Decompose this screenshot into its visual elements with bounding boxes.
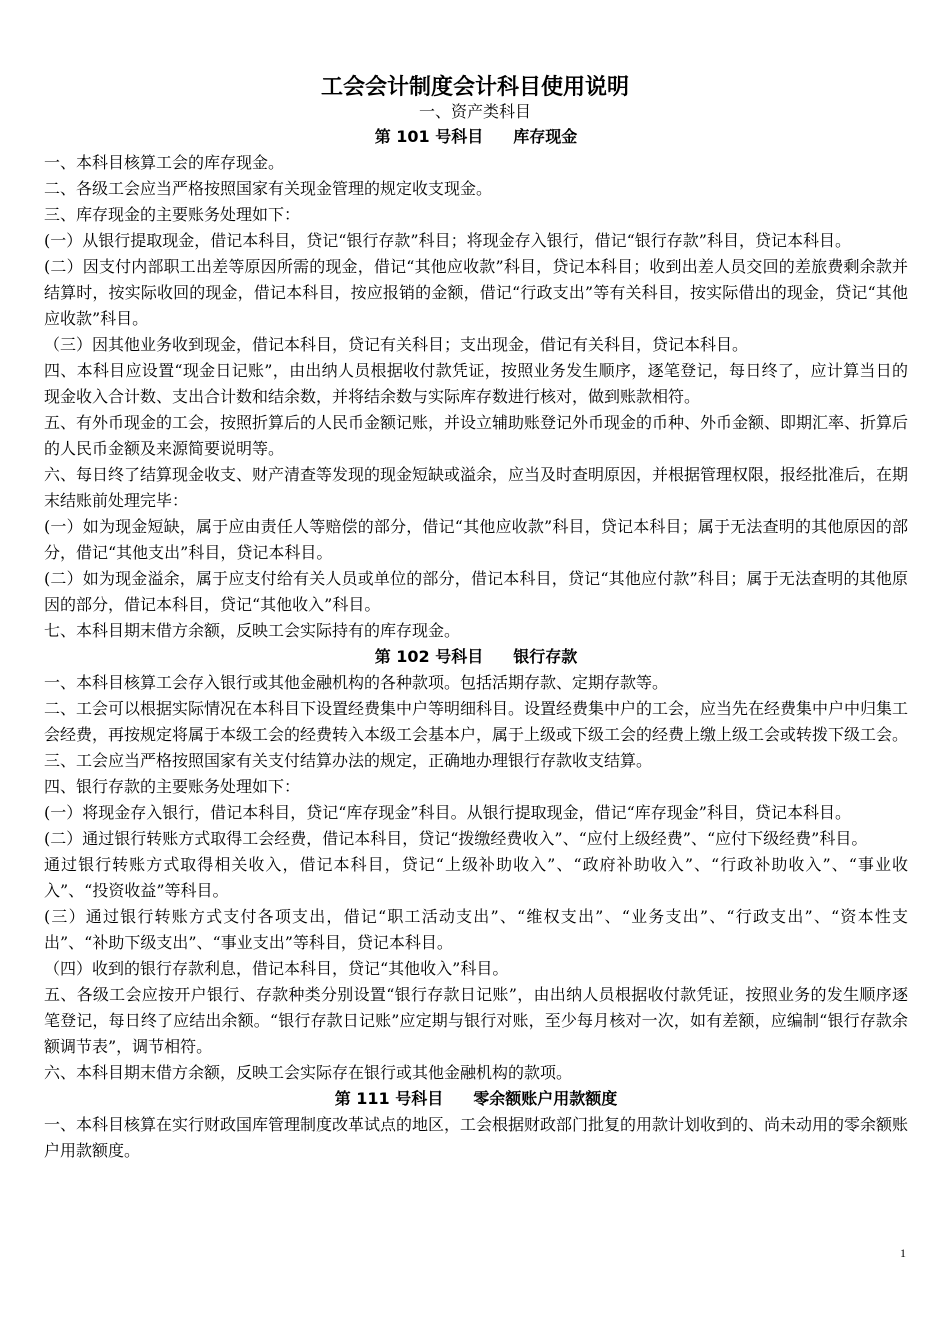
paragraph: （三）因其他业务收到现金，借记本科目，贷记有关科目；支出现金，借记有关科目，贷记本科目。 <box>44 335 749 354</box>
section-code: 第 101 号科目 <box>374 127 484 146</box>
paragraph: (一）从银行提取现金，借记本科目，贷记“银行存款”科目；将现金存入银行，借记“银行存款”科目，贷记本科目。 <box>44 231 851 250</box>
paragraph: 六、每日终了结算现金收支、财产清查等发现的现金短缺或溢余，应当及时查明原因，并根据管理权限，报经批准后，在期末结账前处理完毕： <box>44 465 909 510</box>
paragraph: 三、库存现金的主要账务处理如下： <box>44 205 301 224</box>
paragraph: (一）将现金存入银行，借记本科目，贷记“库存现金”科目。从银行提取现金，借记“库存现金”科目，贷记本科目。 <box>44 803 851 822</box>
paragraph: 四、本科目应设置“现金日记账”，由出纳人员根据收付款凭证，按照业务发生顺序，逐笔登记，每日终了，应计算当日的现金收入合计数、支出合计数和结余数，并将结余数与实际库存数进行核对，做到账款相符。 <box>44 361 908 406</box>
paragraph: (二）因支付内部职工出差等原因所需的现金，借记“其他应收款”科目，贷记本科目；收到出差人员交回的差旅费剩余款并结算时，按实际收回的现金，借记本科目，按应报销的金额，借记“行政支出”等有关科目，按实际借出的现金，贷记“其他应收款”科目。 <box>44 257 908 328</box>
section-heading-102 <box>44 644 908 670</box>
paragraph: 三、工会应当严格按照国家有关支付结算办法的规定，正确地办理银行存款收支结算。 <box>44 751 653 770</box>
paragraph: (三）通过银行转账方式支付各项支出，借记“职工活动支出”、“维权支出”、“业务支出”、“行政支出”、“资本性支出”、“补助下级支出”、“事业支出”等科目，贷记本科目。 <box>44 907 908 952</box>
document-body <box>44 124 908 1164</box>
paragraph: 四、银行存款的主要账务处理如下： <box>44 777 301 796</box>
paragraph: 五、各级工会应按开户银行、存款种类分别设置“银行存款日记账”，由出纳人员根据收付款凭证，按照业务的发生顺序逐笔登记，每日终了应结出余额。“银行存款日记账”应定期与银行对账，至少每月核对一次，如有差额，应编制“银行存款余额调节表”，调节相符。 <box>44 985 908 1056</box>
paragraph: 六、本科目期末借方余额，反映工会实际存在银行或其他金融机构的款项。 <box>44 1063 573 1082</box>
paragraph: 一、本科目核算在实行财政国库管理制度改革试点的地区，工会根据财政部门批复的用款计划收到的、尚未动用的零余额账户用款额度。 <box>44 1115 909 1160</box>
section-heading-101 <box>44 124 908 150</box>
section-name: 银行存款 <box>513 647 578 666</box>
section-code: 第 102 号科目 <box>374 647 484 666</box>
paragraph: (二）通过银行转账方式取得工会经费，借记本科目，贷记“拨缴经费收入”、“应付上级经费”、“应付下级经费”科目。 <box>44 829 868 848</box>
document-subtitle: 一、资产类科目 <box>418 102 531 121</box>
paragraph: 二、各级工会应当严格按照国家有关现金管理的规定收支现金。 <box>44 179 493 198</box>
paragraph: 一、本科目核算工会存入银行或其他金融机构的各种款项。包括活期存款、定期存款等。 <box>44 673 669 692</box>
section-code: 第 111 号科目 <box>334 1089 444 1108</box>
paragraph: 五、有外币现金的工会，按照折算后的人民币金额记账，并设立辅助账登记外币现金的币种、外币金额、即期汇率、折算后的人民币金额及来源简要说明等。 <box>44 413 909 458</box>
paragraph: 二、工会可以根据实际情况在本科目下设置经费集中户等明细科目。设置经费集中户的工会，应当先在经费集中户中归集工会经费，再按规定将属于本级工会的经费转入本级工会基本户，属于上级或下级工会的经费上缴上级工会或转拨下级工会。 <box>44 699 909 744</box>
paragraph: 通过银行转账方式取得相关收入，借记本科目，贷记“上级补助收入”、“政府补助收入”、“行政补助收入”、“事业收入”、“投资收益”等科目。 <box>44 855 908 900</box>
paragraph: 一、本科目核算工会的库存现金。 <box>44 153 285 172</box>
paragraph: 七、本科目期末借方余额，反映工会实际持有的库存现金。 <box>44 621 461 640</box>
paragraph: (二）如为现金溢余，属于应支付给有关人员或单位的部分，借记本科目，贷记“其他应付款”科目；属于无法查明的其他原因的部分，借记本科目，贷记“其他收入”科目。 <box>44 569 908 614</box>
section-name: 库存现金 <box>513 127 578 146</box>
section-name: 零余额账户用款额度 <box>473 1089 618 1108</box>
section-heading-111 <box>44 1086 908 1112</box>
page-number: 1 <box>900 1246 906 1260</box>
paragraph: （四）收到的银行存款利息，借记本科目，贷记“其他收入”科目。 <box>44 959 509 978</box>
paragraph: (一）如为现金短缺，属于应由责任人等赔偿的部分，借记“其他应收款”科目，贷记本科目；属于无法查明的其他原因的部分，借记“其他支出”科目，贷记本科目。 <box>44 517 908 562</box>
document-title: 工会会计制度会计科目使用说明 <box>320 75 629 100</box>
